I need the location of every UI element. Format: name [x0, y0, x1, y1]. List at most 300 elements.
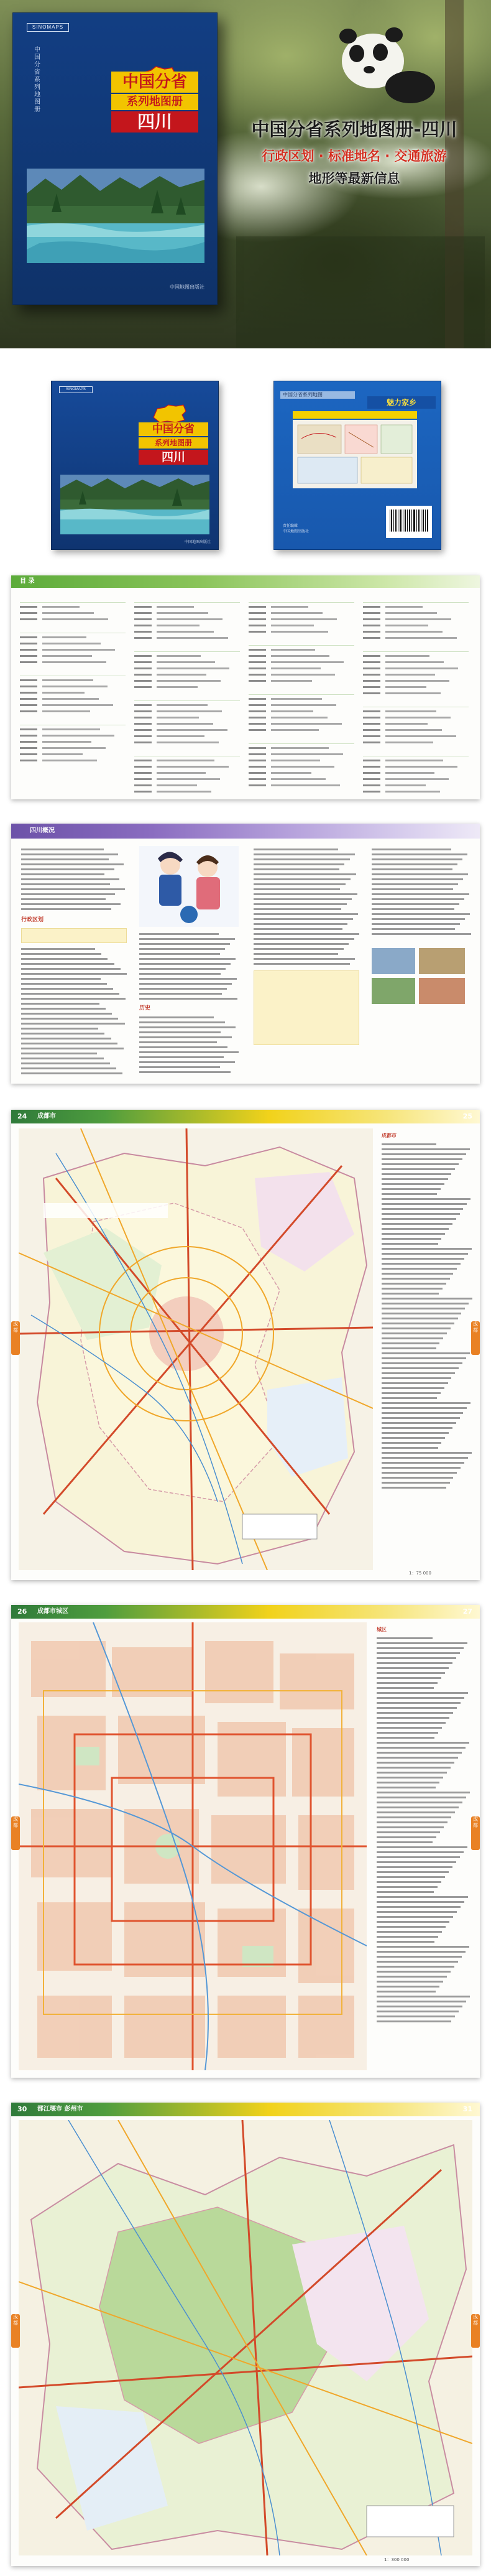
toc-entry[interactable]: [20, 727, 126, 732]
toc-page-num: [134, 717, 152, 718]
toc-page-num: [249, 778, 266, 780]
map-spread-2: [0, 1593, 491, 2090]
toc-entry[interactable]: [20, 616, 126, 622]
toc-entry[interactable]: [20, 751, 126, 757]
text-line-placeholder: [382, 1308, 465, 1309]
toc-entry-label: [42, 655, 92, 657]
toc-entry-label: [385, 760, 443, 761]
toc-entry[interactable]: [134, 666, 240, 671]
text-line-placeholder: [382, 1377, 451, 1379]
toc-entry[interactable]: [249, 647, 354, 653]
toc-page-num: [134, 772, 152, 774]
text-line-placeholder: [377, 1936, 438, 1938]
map-scale: 1：300 000: [384, 2557, 410, 2562]
toc-group: [249, 686, 354, 733]
back-imprint-line2: 中国地图出版社: [283, 529, 310, 534]
text-line-placeholder: [382, 1188, 441, 1190]
toc-entry[interactable]: [20, 690, 126, 695]
text-line-placeholder: [139, 1056, 224, 1058]
toc-page-num: [20, 760, 37, 761]
text-line-placeholder: [382, 1367, 459, 1369]
toc-entry[interactable]: [134, 684, 240, 690]
toc-group-title: [134, 748, 240, 756]
text-line-placeholder: [254, 849, 338, 850]
toc-entry[interactable]: [249, 659, 354, 665]
toc-entry-label: [271, 723, 342, 725]
toc-entry[interactable]: [20, 709, 126, 714]
overview-paper: [11, 824, 480, 1084]
toc-group: [134, 594, 240, 641]
toc-entry[interactable]: [249, 616, 354, 622]
text-line-placeholder: [372, 878, 463, 880]
toc-entry[interactable]: [363, 770, 469, 776]
toc-entry[interactable]: [20, 604, 126, 610]
toc-entry-label: [271, 704, 336, 706]
text-line-placeholder: [382, 1148, 470, 1150]
text-line-placeholder: [382, 1417, 460, 1419]
toc-entry-label: [42, 698, 99, 700]
toc-entry[interactable]: [363, 764, 469, 770]
toc-group-title: [134, 643, 240, 652]
toc-entry-label: [385, 612, 437, 614]
toc-entry[interactable]: [249, 709, 354, 714]
toc-group: [363, 699, 469, 745]
toc-entry-label: [157, 723, 213, 725]
text-line-placeholder: [21, 1018, 118, 1020]
toc-entry[interactable]: [363, 672, 469, 677]
toc-entry[interactable]: [134, 789, 240, 794]
toc-group: [20, 667, 126, 714]
toc-entry-label: [157, 674, 206, 676]
toc-entry-label: [157, 606, 194, 608]
text-line-placeholder: [254, 878, 351, 880]
series-vertical-text: 中 国 分 省 系 列 地 图 册: [34, 47, 40, 113]
toc-entry[interactable]: [363, 709, 469, 714]
toc-entry[interactable]: [363, 776, 469, 782]
toc-page-num: [249, 649, 266, 651]
text-line-placeholder: [21, 958, 108, 960]
text-line-placeholder: [21, 948, 95, 950]
map-page-num-right: 31: [462, 2105, 472, 2113]
toc-group-title: [20, 717, 126, 725]
text-line-placeholder: [139, 1061, 235, 1063]
text-line-placeholder: [139, 1031, 221, 1033]
text-line-placeholder: [254, 883, 346, 885]
text-line-placeholder: [377, 1856, 460, 1858]
text-line-placeholder: [377, 1692, 468, 1694]
text-line-placeholder: [377, 1966, 454, 1968]
toc-page-num: [20, 636, 37, 638]
toc-page-num: [134, 625, 152, 626]
toc-page-num: [20, 679, 37, 681]
text-line-placeholder: [21, 953, 101, 955]
text-line-placeholder: [377, 1662, 452, 1664]
map-header: [11, 2103, 480, 2116]
section-admin-title: 行政区划: [21, 917, 44, 923]
toc-page-num: [134, 704, 152, 706]
text-line-placeholder: [254, 928, 342, 930]
toc-group-title: [134, 692, 240, 701]
toc-page-num: [134, 680, 152, 682]
toc-group-title: [20, 667, 126, 676]
toc-entry[interactable]: [363, 715, 469, 720]
toc-entry-label: [271, 753, 343, 755]
toc-entry-label: [385, 723, 428, 725]
toc-entry[interactable]: [134, 702, 240, 708]
toc-entry[interactable]: [134, 672, 240, 677]
text-line-placeholder: [382, 1407, 467, 1409]
toc-page-num: [20, 710, 37, 712]
toc-page-num: [134, 661, 152, 663]
text-line-placeholder: [372, 849, 451, 850]
toc-entry[interactable]: [134, 764, 240, 770]
toc-entry[interactable]: [363, 690, 469, 696]
toc-entry-label: [42, 679, 93, 681]
toc-group: [20, 625, 126, 665]
toc-page-num: [20, 643, 37, 644]
overview-text-col2b: [139, 1016, 239, 1076]
map-header: [11, 1110, 480, 1123]
toc-entry-label: [385, 606, 423, 608]
text-line-placeholder: [382, 1143, 436, 1145]
toc-entry[interactable]: [363, 604, 469, 610]
toc-entry[interactable]: [363, 629, 469, 635]
toc-entry[interactable]: [20, 677, 126, 683]
toc-entry-label: [157, 655, 201, 657]
overview-text-col3: [254, 849, 359, 968]
toc-entry[interactable]: [20, 610, 126, 616]
toc-entry[interactable]: [249, 666, 354, 671]
toc-entry-label: [157, 778, 220, 780]
toc-entry[interactable]: [249, 770, 354, 776]
toc-page-num: [20, 698, 37, 700]
toc-page-num: [249, 655, 266, 657]
toc-entry[interactable]: [249, 764, 354, 770]
toc-entry-label: [385, 772, 434, 774]
overview-header-label: 四川概况: [30, 827, 55, 834]
toc-page-num: [134, 735, 152, 737]
text-line-placeholder: [139, 1051, 239, 1053]
toc-entry[interactable]: [249, 623, 354, 628]
toc-entry[interactable]: [20, 684, 126, 689]
text-line-placeholder: [139, 1016, 214, 1018]
toc-page-num: [363, 717, 380, 718]
map-page-num-left: 26: [17, 1607, 27, 1616]
map-paper-3: [11, 2103, 480, 2566]
text-line-placeholder: [377, 1836, 436, 1838]
toc-group-title: [249, 686, 354, 695]
toc-page-num: [363, 729, 380, 731]
text-line-placeholder: [382, 1382, 448, 1384]
toc-entry[interactable]: [249, 727, 354, 733]
toc-entry[interactable]: [363, 727, 469, 733]
toc-group-title: [20, 625, 126, 633]
toc-entry-label: [157, 618, 223, 620]
toc-entry-label: [385, 778, 449, 780]
toc-entry[interactable]: [249, 610, 354, 616]
toc-entry[interactable]: [20, 702, 126, 708]
text-line-placeholder: [372, 923, 460, 925]
toc-entry[interactable]: [20, 758, 126, 763]
toc-entry[interactable]: [134, 715, 240, 720]
text-line-placeholder: [382, 1397, 437, 1399]
toc-entry[interactable]: [134, 635, 240, 641]
toc-entry[interactable]: [249, 604, 354, 610]
toc-entry[interactable]: [363, 635, 469, 641]
text-line-placeholder: [382, 1482, 450, 1484]
toc-page-num: [249, 680, 266, 682]
toc-page-num: [20, 747, 37, 749]
text-line-placeholder: [21, 978, 101, 980]
text-line-placeholder: [377, 1926, 446, 1928]
text-line-placeholder: [21, 908, 111, 910]
toc-entry-label: [42, 661, 106, 663]
toc-page-num: [249, 606, 266, 608]
toc-page-num: [134, 667, 152, 669]
toc-entry[interactable]: [363, 678, 469, 684]
toc-page-num: [363, 710, 380, 712]
map-info-text: [377, 1637, 470, 2022]
section-history-title: 历史: [139, 1005, 151, 1011]
toc-entry-label: [385, 742, 433, 743]
toc-entry[interactable]: [134, 653, 240, 659]
text-line-placeholder: [254, 933, 359, 935]
toc-entry[interactable]: [249, 783, 354, 788]
text-line-placeholder: [382, 1228, 449, 1230]
toc-entry[interactable]: [363, 616, 469, 622]
toc-page-num: [134, 729, 152, 731]
toc-entry-label: [271, 760, 320, 761]
toc-entry-label: [42, 735, 114, 737]
toc-entry[interactable]: [363, 783, 469, 788]
toc-page-num: [249, 710, 266, 712]
text-line-placeholder: [377, 1846, 467, 1848]
toc-page-num: [249, 625, 266, 626]
text-line-placeholder: [377, 1722, 446, 1724]
toc-entry[interactable]: [363, 610, 469, 616]
toc-entry[interactable]: [134, 678, 240, 684]
text-line-placeholder: [382, 1318, 458, 1319]
map-page-num-right: 27: [462, 1607, 472, 1616]
text-line-placeholder: [382, 1347, 436, 1349]
toc-group: [134, 692, 240, 745]
back-cover: [273, 381, 441, 550]
toc-page-num: [20, 728, 37, 730]
text-line-placeholder: [372, 863, 457, 865]
toc-entry[interactable]: [134, 740, 240, 745]
toc-entry-label: [271, 655, 329, 657]
toc-entry[interactable]: [249, 721, 354, 727]
text-line-placeholder: [382, 1477, 453, 1479]
map-paper-2: [11, 1605, 480, 2078]
toc-page-num: [249, 618, 266, 620]
text-line-placeholder: [377, 1757, 458, 1759]
toc-page-num: [249, 760, 266, 761]
toc-group: [249, 735, 354, 788]
toc-entry[interactable]: [363, 740, 469, 745]
text-line-placeholder: [21, 983, 107, 985]
text-line-placeholder: [377, 1762, 454, 1764]
text-line-placeholder: [382, 1283, 446, 1285]
toc-entry[interactable]: [363, 659, 469, 665]
toc-group: [363, 643, 469, 696]
map-page-num-left: 24: [17, 1112, 27, 1120]
toc-entry[interactable]: [249, 751, 354, 757]
overview-header: [11, 824, 480, 839]
text-line-placeholder: [377, 2011, 459, 2012]
toc-entry-label: [385, 686, 426, 688]
toc-group: [20, 717, 126, 763]
toc-entry[interactable]: [249, 629, 354, 635]
toc-group-title: [363, 748, 469, 756]
toc-entry[interactable]: [363, 666, 469, 671]
toc-entry[interactable]: [249, 776, 354, 782]
toc-entry[interactable]: [363, 653, 469, 659]
overview-text-col2: [139, 933, 239, 1003]
side-tab-left: 成都: [11, 1816, 20, 1850]
toc-entry[interactable]: [249, 758, 354, 763]
toc-entry[interactable]: [134, 776, 240, 782]
text-line-placeholder: [377, 1906, 461, 1908]
map-info-column: [377, 1626, 470, 2025]
toc-entry[interactable]: [134, 629, 240, 635]
text-line-placeholder: [254, 913, 358, 915]
toc-page-num: [249, 784, 266, 786]
toc-entry[interactable]: [134, 758, 240, 763]
text-line-placeholder: [382, 1372, 455, 1374]
toc-entry[interactable]: [134, 727, 240, 733]
toc-entry[interactable]: [249, 715, 354, 720]
text-line-placeholder: [377, 1687, 434, 1689]
toc-entry[interactable]: [249, 672, 354, 677]
text-line-placeholder: [382, 1253, 468, 1255]
toc-entry[interactable]: [363, 758, 469, 763]
toc-entry-label: [271, 674, 335, 676]
text-line-placeholder: [254, 898, 352, 900]
front-title-province: 四川: [139, 450, 208, 465]
text-line-placeholder: [382, 1328, 451, 1329]
toc-group-title: [249, 594, 354, 603]
text-line-placeholder: [377, 1861, 456, 1863]
toc-entry[interactable]: [134, 709, 240, 714]
toc-entry-label: [385, 784, 426, 786]
text-line-placeholder: [382, 1233, 445, 1235]
toc-entry[interactable]: [134, 616, 240, 622]
text-line-placeholder: [377, 1896, 468, 1898]
toc-entry[interactable]: [20, 635, 126, 640]
text-line-placeholder: [139, 938, 235, 940]
toc-entry[interactable]: [134, 659, 240, 665]
text-line-placeholder: [377, 1797, 466, 1798]
text-line-placeholder: [21, 903, 121, 905]
toc-entry[interactable]: [249, 745, 354, 751]
toc-entry[interactable]: [134, 623, 240, 628]
text-line-placeholder: [377, 1916, 453, 1918]
toc-entry[interactable]: [363, 733, 469, 739]
toc-group-title: [363, 699, 469, 707]
text-line-placeholder: [377, 1752, 462, 1754]
text-line-placeholder: [21, 1008, 106, 1010]
text-line-placeholder: [377, 1876, 445, 1878]
map-spread-1: [0, 1095, 491, 1593]
text-line-placeholder: [21, 1033, 104, 1035]
overview-text-col1b: [21, 948, 127, 1077]
toc-entry-label: [385, 667, 458, 669]
text-line-placeholder: [21, 863, 124, 865]
toc-entry[interactable]: [363, 721, 469, 727]
text-line-placeholder: [377, 1787, 436, 1788]
toc-entry[interactable]: [249, 702, 354, 708]
text-line-placeholder: [377, 1976, 447, 1978]
toc-entry[interactable]: [20, 641, 126, 646]
toc-entry[interactable]: [20, 745, 126, 751]
toc-entry[interactable]: [20, 647, 126, 653]
toc-entry[interactable]: [20, 696, 126, 702]
toc-entry[interactable]: [134, 610, 240, 616]
toc-entry[interactable]: [134, 604, 240, 610]
toc-entry-label: [157, 710, 222, 712]
toc-entry[interactable]: [134, 783, 240, 788]
text-line-placeholder: [254, 868, 339, 870]
toc-entry[interactable]: [20, 733, 126, 738]
toc-entry[interactable]: [249, 653, 354, 659]
overview-text-col4: [372, 849, 471, 938]
text-line-placeholder: [21, 1072, 122, 1074]
toc-entry-label: [42, 753, 83, 755]
toc-entry[interactable]: [363, 684, 469, 690]
toc-entry-label: [157, 735, 204, 737]
cover-title-line1: 中国分省: [111, 72, 198, 93]
toc-entry-label: [271, 649, 315, 651]
toc-entry-label: [271, 747, 329, 749]
text-line-placeholder: [372, 868, 452, 870]
text-line-placeholder: [382, 1268, 457, 1270]
text-line-placeholder: [377, 1941, 434, 1943]
front-publisher: 中国地图出版社: [184, 540, 211, 544]
hero-slogan: [224, 117, 485, 188]
atlas-cover-3d: [12, 12, 218, 305]
toc-entry[interactable]: [249, 696, 354, 702]
toc-entry[interactable]: [134, 733, 240, 739]
toc-entry[interactable]: [134, 770, 240, 776]
text-line-placeholder: [382, 1362, 462, 1364]
text-line-placeholder: [21, 878, 119, 880]
toc-group: [134, 643, 240, 690]
toc-entry-label: [157, 631, 214, 633]
text-line-placeholder: [372, 893, 469, 895]
toc-entry[interactable]: [20, 739, 126, 745]
text-line-placeholder: [372, 858, 462, 860]
toc-entry-label: [385, 791, 440, 793]
side-tab-left: 成都: [11, 2314, 20, 2348]
toc-entry[interactable]: [20, 653, 126, 659]
toc-page-num: [363, 606, 380, 608]
toc-entry[interactable]: [363, 623, 469, 628]
text-line-placeholder: [139, 978, 237, 980]
text-line-placeholder: [139, 1066, 220, 1068]
text-line-placeholder: [139, 968, 226, 970]
toc-entry[interactable]: [20, 659, 126, 665]
text-line-placeholder: [382, 1422, 456, 1424]
text-line-placeholder: [377, 1956, 462, 1958]
text-line-placeholder: [139, 963, 231, 965]
text-line-placeholder: [382, 1462, 464, 1464]
text-line-placeholder: [382, 1208, 463, 1210]
toc-entry[interactable]: [134, 721, 240, 727]
toc-entry[interactable]: [249, 678, 354, 684]
text-line-placeholder: [377, 1742, 469, 1744]
toc-entry[interactable]: [363, 789, 469, 794]
